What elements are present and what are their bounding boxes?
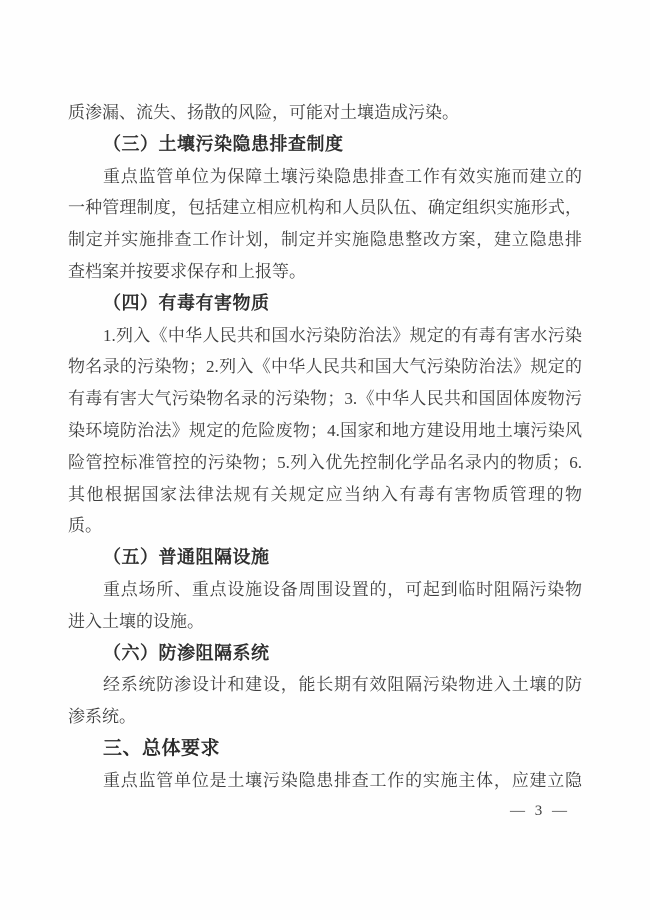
section-heading: （六）防渗阻隔系统	[103, 642, 270, 663]
text-line: 质渗漏、流失、扬散的风险，可能对土壤造成污染。	[68, 103, 459, 122]
text-line: 其他根据国家法律法规有关规定应当纳入有毒有害物质管理的物	[68, 484, 582, 504]
text-line: 经系统防渗设计和建设，能长期有效阻隔污染物进入土壤的防	[103, 675, 582, 695]
text-line: 险管控标准管控的污染物；5.列入优先控制化学品名录内的物质；6.	[68, 452, 582, 472]
document-body	[68, 97, 582, 797]
text-line: 制定并实施排查工作计划，制定并实施隐患整改方案，建立隐患排	[68, 230, 582, 250]
section-heading: （四）有毒有害物质	[103, 292, 270, 313]
text-line: 质。	[68, 516, 102, 536]
text-line: 重点监管单位为保障土壤污染隐患排查工作有效实施而建立的	[103, 166, 582, 186]
text-line: 有毒有害大气污染物名录的污染物；3.《中华人民共和国固体废物污	[68, 389, 582, 409]
text-line: 重点场所、重点设施设备周围设置的，可起到临时阻隔污染物	[103, 579, 582, 599]
text-line: 染环境防治法》规定的危险废物；4.国家和地方建设用地土壤污染风	[68, 420, 582, 440]
text-line: 1.列入《中华人民共和国水污染防治法》规定的有毒有害水污染	[103, 325, 582, 345]
text-line: 一种管理制度，包括建立相应机构和人员队伍、确定组织实施形式，	[68, 198, 582, 218]
text-line: 进入土壤的设施。	[68, 611, 204, 631]
section-heading: （五）普通阻隔设施	[103, 547, 270, 568]
text-line: 查档案并按要求保存和上报等。	[68, 261, 306, 281]
text-line: 重点监管单位是土壤污染隐患排查工作的实施主体，应建立隐	[103, 770, 582, 790]
text-line: 渗系统。	[68, 707, 136, 727]
section-heading: 三、总体要求	[103, 737, 221, 759]
text-line: 物名录的污染物；2.列入《中华人民共和国大气污染防治法》规定的	[68, 357, 582, 377]
section-heading: （三）土壤污染隐患排查制度	[103, 133, 344, 154]
page-number: — 3 —	[510, 803, 570, 819]
